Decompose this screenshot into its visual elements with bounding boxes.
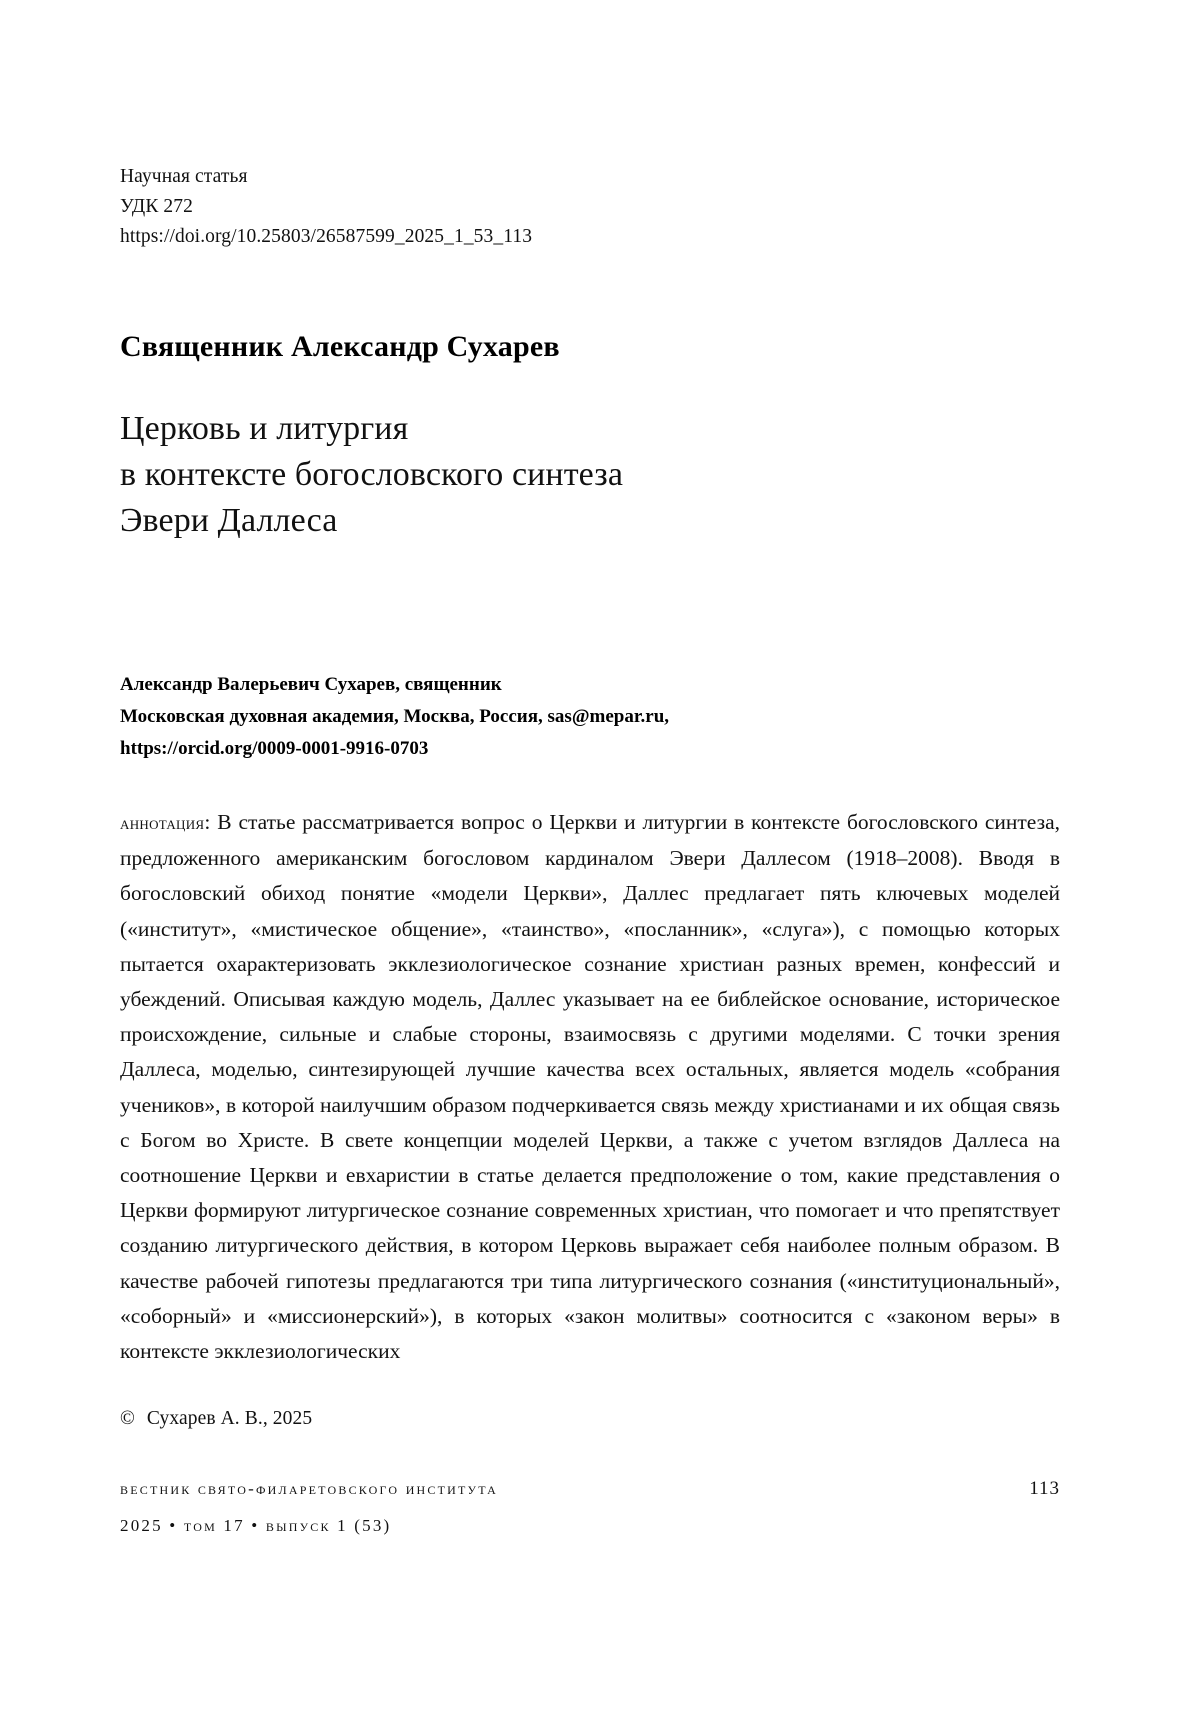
page-title (120, 406, 1060, 544)
article-type-label: Научная статья (120, 166, 248, 187)
page-footer (120, 1478, 1060, 1536)
author-affiliation (120, 669, 1060, 765)
copyright-icon: © (120, 1408, 135, 1429)
doi-link[interactable]: https://doi.org/10.25803/26587599_2025_1_53_113 (120, 226, 533, 247)
title-line-3: Эвери Даллеса (120, 502, 338, 539)
issue-info: 2025 • том 17 • выпуск 1 (53) (120, 1516, 392, 1535)
affiliation-line-2: Московская духовная академия, Москва, Россия, sas@mepar.ru, (120, 706, 670, 727)
udc-code: УДК 272 (120, 196, 193, 217)
copyright-text: Сухарев А. В., 2025 (146, 1408, 313, 1429)
journal-name: вестник свято-филаретовского института (120, 1479, 499, 1498)
copyright-notice (120, 1408, 312, 1430)
affiliation-line-1: Александр Валерьевич Сухарев, священник (120, 674, 502, 695)
article-content (120, 162, 1060, 1369)
title-line-2: в контексте богословского синтеза (120, 456, 624, 493)
author-heading: Священник Александр Сухарев (120, 330, 560, 363)
article-meta (120, 162, 1060, 252)
page-number: 113 (1029, 1478, 1060, 1499)
orcid-link[interactable]: https://orcid.org/0009-0001-9916-0703 (120, 738, 429, 759)
abstract-label: аннотация (120, 813, 205, 834)
abstract-paragraph (120, 805, 1060, 1369)
title-line-1: Церковь и литургия (120, 410, 409, 447)
abstract-text: : В статье рассматривается вопрос о Церкви и литургии в контексте богословского синтеза, предложенного американским богословом кардиналом Эвери Даллесом (1918–2008). Вводя в богословский обиход понятие «модели Церкви», Даллес предлагает пять ключевых моделей («институт», «мистическое общение», «таинство», «посланник», «слуга»), с помощью которых пытается охарактеризовать экклезиологическое сознание христиан разных времен, конфессий и убеждений. Описывая каждую модель, Даллес указывает на ее библейское основание, историческое происхождение, сильные и слабые стороны, взаимосвязь с другими моделями. С точки зрения Даллеса, моделью, синтезирующей лучшие качества всех остальных, является модель «собрания учеников», в которой наилучшим образом подчеркивается связь между христианами и их общая связь с Богом во Христе. В свете концепции моделей Церкви, а также с учетом взглядов Даллеса на соотношение Церкви и евхаристии в статье делается предположение о том, какие представления о Церкви формируют литургическое сознание современных христиан, что помогает и что препятствует созданию литургического действия, в котором Церковь выражает себя наиболее полным образом. В качестве рабочей гипотезы предлагаются три типа литургического сознания («институциональный», «соборный» и «миссионерский»), в которых «закон молитвы» соотносится с «законом веры» в контексте экклезиологических (120, 810, 1060, 1364)
